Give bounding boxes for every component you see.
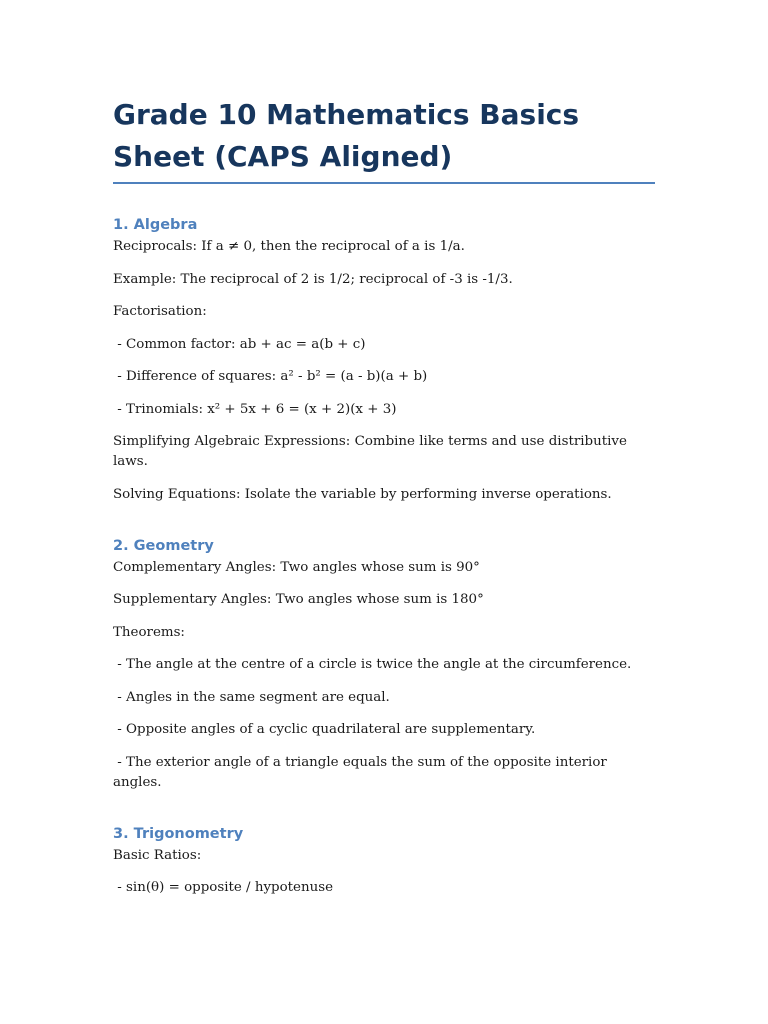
section-geometry: [113, 536, 655, 793]
section-algebra: [113, 215, 655, 505]
list-item: - Trinomials: x² + 5x + 6 = (x + 2)(x + 3): [113, 401, 397, 417]
list-item: - Difference of squares: a² - b² = (a - b)(a + b): [113, 369, 428, 384]
section-heading: 1. Algebra: [113, 217, 198, 233]
list-item: - Common factor: ab + ac = a(b + c): [113, 336, 366, 352]
section-heading: 3. Trigonometry: [113, 825, 244, 842]
paragraph: Complementary Angles: Two angles whose sum is 90°: [113, 559, 480, 575]
paragraph: Supplementary Angles: Two angles whose sum is 180°: [113, 592, 484, 607]
list-item: - The angle at the centre of a circle is twice the angle at the circumference.: [113, 657, 632, 672]
document-body: [113, 94, 655, 911]
list-item: - The exterior angle of a triangle equals the sum of the opposite interior angles.: [113, 754, 612, 790]
paragraph: Theorems:: [113, 624, 185, 640]
section-trigonometry: [113, 824, 655, 899]
paragraph: Example: The reciprocal of 2 is 1/2; reciprocal of -3 is -1/3.: [113, 271, 513, 287]
paragraph: Basic Ratios:: [113, 847, 202, 863]
paragraph: Solving Equations: Isolate the variable by performing inverse operations.: [113, 486, 612, 502]
paragraph: Simplifying Algebraic Expressions: Combine like terms and use distributive laws.: [113, 434, 632, 469]
document-title: Grade 10 Mathematics Basics Sheet (CAPS Aligned): [113, 94, 655, 184]
list-item: - Opposite angles of a cyclic quadrilateral are supplementary.: [113, 722, 536, 737]
paragraph: Factorisation:: [113, 304, 207, 319]
paragraph: Reciprocals: If a ≠ 0, then the reciprocal of a is 1/a.: [113, 239, 465, 254]
list-item: - Angles in the same segment are equal.: [113, 689, 390, 705]
section-heading: 2. Geometry: [113, 537, 214, 554]
list-item: - sin(θ) = opposite / hypotenuse: [113, 880, 333, 895]
